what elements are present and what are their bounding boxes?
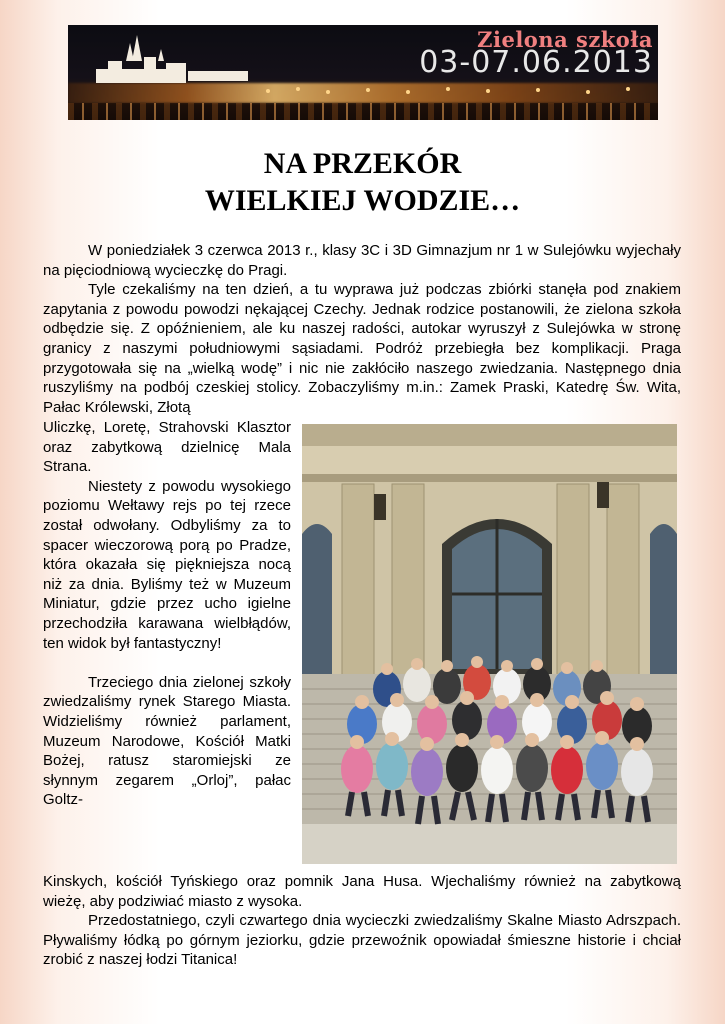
header-banner: [68, 25, 658, 120]
article-title-line2: WIELKIEJ WODZIE…: [204, 184, 521, 217]
group-photo: [302, 424, 677, 864]
article-title-line1: NA PRZEKÓR: [263, 147, 462, 180]
body-text-top: [43, 241, 681, 417]
paragraph-2-continued: Uliczkę, Loretę, Strahovski Klasztor oraz zabytkową dzielnicę Mala Strana.: [43, 419, 291, 476]
banner-title: Zielona szkoła: [477, 27, 653, 52]
paragraph-5: Przedostatniego, czyli czwartego dnia wycieczki zwiedzaliśmy Skalne Miasto Adrszpach. Pływaliśmy łódką po górnym jeziorku, gdzie przewoźnik opowiadał śmieszne historie i chciał zrobić z naszej łodzi Titanica!: [43, 912, 681, 969]
paragraph-3: Niestety z powodu wysokiego poziomu Wełtawy rejs po tej rzece został odwołany. Odbyliśmy za to spacer wieczorową porą po Pradze, która okazała się piękniejsza nocą niż za dnia. Byliśmy też w Muzeum Miniatur, gdzie przez ucho igielne przechodziła karawana wielbłądów, ten widok był fantastyczny!: [43, 477, 291, 652]
paragraph-1: W poniedziałek 3 czerwca 2013 r., klasy 3C i 3D Gimnazjum nr 1 w Sulejówku wyjechały na pięciodniową wycieczkę do Pragi.: [43, 242, 681, 279]
body-text-bottom: [43, 872, 681, 970]
paragraph-2: Tyle czekaliśmy na ten dzień, a tu wyprawa już podczas zbiórki stanęła pod znakiem zapytania z powodu powodzi nękającej Czechy. Jednak rodzice postanowili, że zielona szkoła odbędzie się. Z opóźnieniem, ale ku naszej radości, autokar wyruszył z Sulejówka w stronę granicy z naszymi południowymi sąsiadami. Podróż przebiegła bez komplikacji. Praga przygotowała się na „wielką wodę” i nic nie zakłóciło naszego zwiedzania. Następnego dnia ruszyliśmy na podbój czeskiej stolicy. Zobaczyliśmy m.in.: Zamek Praski, Katedrę Św. Wita, Pałac Królewski, Złotą: [43, 281, 681, 416]
paragraph-spacer: [43, 653, 291, 673]
paragraph-4-continued: Kinskych, kościół Tyńskiego oraz pomnik Jana Husa. Wjechaliśmy również na zabytkową wieżę, aby podziwiać miasto z wysoka.: [43, 873, 681, 910]
banner-dates: 03-07.06.2013: [419, 45, 653, 80]
paragraph-4: Trzeciego dnia zielonej szkoły zwiedzaliśmy rynek Starego Miasta. Widzieliśmy również parlament, Muzeum Narodowe, Kościół Matki Bożej, ratusz staromiejski ze słynnym zegarem „Orloj”, pałac Goltz-: [43, 673, 291, 809]
article-title: [0, 145, 725, 219]
body-text-column: [43, 418, 291, 810]
